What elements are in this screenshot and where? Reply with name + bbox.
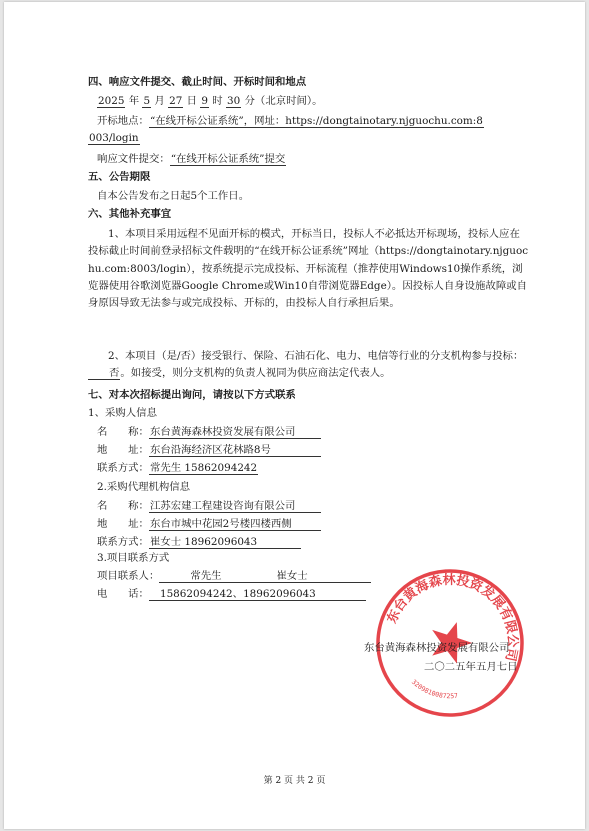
buyer-contact-label: 联系方式： — [97, 462, 149, 474]
section-7-title: 七、对本次招标提出询问，请按以下方式联系 — [88, 389, 296, 401]
agent-name-label: 名 称： — [97, 500, 149, 512]
agent-title: 2.采购代理机构信息 — [97, 481, 191, 493]
agent-addr-label: 地 址： — [97, 518, 149, 530]
venue-line-cont — [88, 131, 140, 145]
project-person-label: 项目联系人： — [97, 570, 160, 582]
page-footer: 第 2 页 共 2 页 — [263, 776, 326, 786]
project-persons — [159, 570, 371, 583]
deadline-hour: 9 — [201, 95, 208, 107]
buyer-contact: 常先生 15862094242 — [149, 462, 258, 474]
notice-period-text: 自本公告发布之日起5个工作日。 — [97, 190, 250, 202]
project-phone-row — [97, 587, 366, 601]
section-6-paragraph-1: 1、本项目采用远程不见面开标的模式，开标当日，投标人不必抵达开标现场，投标人应在投标截止时间前登录招标文件载明的“在线开标公证系统”网址（https://dongtainotary.njguochu.com:8003/login），按系统提示完成投标、开标流程（推荐使用Windows10操作系统，浏览器使用谷歌浏览器Google Chrome或Win10自带浏览器Edge）。因投标人自身设施故障或自身原因导致无法参与或完成投标、开标的，由投标人自行承担后果。 — [88, 228, 529, 310]
deadline-line — [97, 94, 322, 108]
buyer-contact-row — [97, 461, 258, 475]
project-phone-value: 15862094242、18962096043 — [159, 588, 316, 600]
deadline-year: 2025 — [98, 95, 125, 107]
seal-code: 3209810087257 — [409, 677, 459, 701]
project-person-2: 崔女士 — [276, 570, 308, 582]
project-phone — [149, 588, 366, 601]
p2-text-b: 。如接受，则分支机构的负责人视同为供应商法定代表人。 — [120, 367, 391, 380]
buyer-title: 1、采购人信息 — [88, 407, 157, 419]
project-person-row — [97, 569, 371, 583]
submit-label: 响应文件提交： — [97, 153, 170, 165]
deadline-day-suffix: 日 — [186, 95, 198, 107]
section-6-paragraph-2 — [88, 348, 530, 383]
deadline-month-suffix: 月 — [154, 95, 165, 107]
buyer-name-row — [97, 425, 321, 439]
section-4-title: 四、响应文件提交、截止时间、开标时间和地点 — [88, 76, 307, 88]
signature-date: 二〇二五年五月七日 — [424, 661, 518, 673]
deadline-minute-suffix: 分（北京时间）。 — [244, 95, 323, 107]
deadline-minute: 30 — [227, 95, 241, 107]
venue-text-cont: 003/login — [89, 132, 139, 144]
venue-label: 开标地点： — [97, 115, 149, 127]
agent-name: 江苏宏建工程建设咨询有限公司 — [149, 500, 321, 513]
buyer-addr: 东台沿海经济区花林路8号 — [149, 444, 321, 457]
seal-ring-text: 东台黄海森林投资发展有限公司 — [384, 572, 520, 663]
buyer-name-label: 名 称： — [97, 426, 149, 438]
agent-contact-label: 联系方式： — [97, 536, 149, 548]
submit-text: “在线开标公证系统”提交 — [170, 153, 286, 165]
p2-text-a: 2、本项目（是/否）接受银行、保险、石油石化、电力、电信等行业的分支机构参与投标： — [108, 350, 524, 362]
agent-name-row — [97, 499, 321, 513]
section-6-title: 六、其他补充事宜 — [88, 208, 172, 220]
deadline-hour-suffix: 时 — [212, 95, 223, 107]
venue-line — [97, 114, 484, 128]
venue-text: “在线开标公证系统”，网址：https://dongtainotary.njguochu.com:8 — [149, 115, 483, 127]
project-person-1: 常先生 — [190, 570, 222, 582]
signature-company: 东台黄海森林投资发展有限公司 — [364, 642, 510, 654]
deadline-day: 27 — [169, 95, 183, 107]
agent-addr: 东台市城中花园2号楼四楼西侧 — [149, 518, 321, 531]
submit-line — [97, 152, 286, 166]
section-5-title: 五、公告期限 — [88, 171, 151, 183]
buyer-addr-label: 地 址： — [97, 444, 149, 456]
agent-contact: 崔女士 18962096043 — [149, 536, 301, 549]
project-contact-title: 3.项目联系方式 — [97, 552, 170, 564]
deadline-month: 5 — [143, 95, 151, 107]
document-page — [4, 2, 585, 829]
buyer-name: 东台黄海森林投资发展有限公司 — [149, 426, 321, 439]
deadline-year-suffix: 年 — [128, 95, 140, 107]
buyer-addr-row — [97, 443, 321, 457]
agent-contact-row — [97, 535, 301, 549]
agent-addr-row — [97, 517, 321, 531]
p2-answer: 否 — [88, 367, 120, 380]
project-phone-label: 电 话： — [97, 588, 149, 600]
